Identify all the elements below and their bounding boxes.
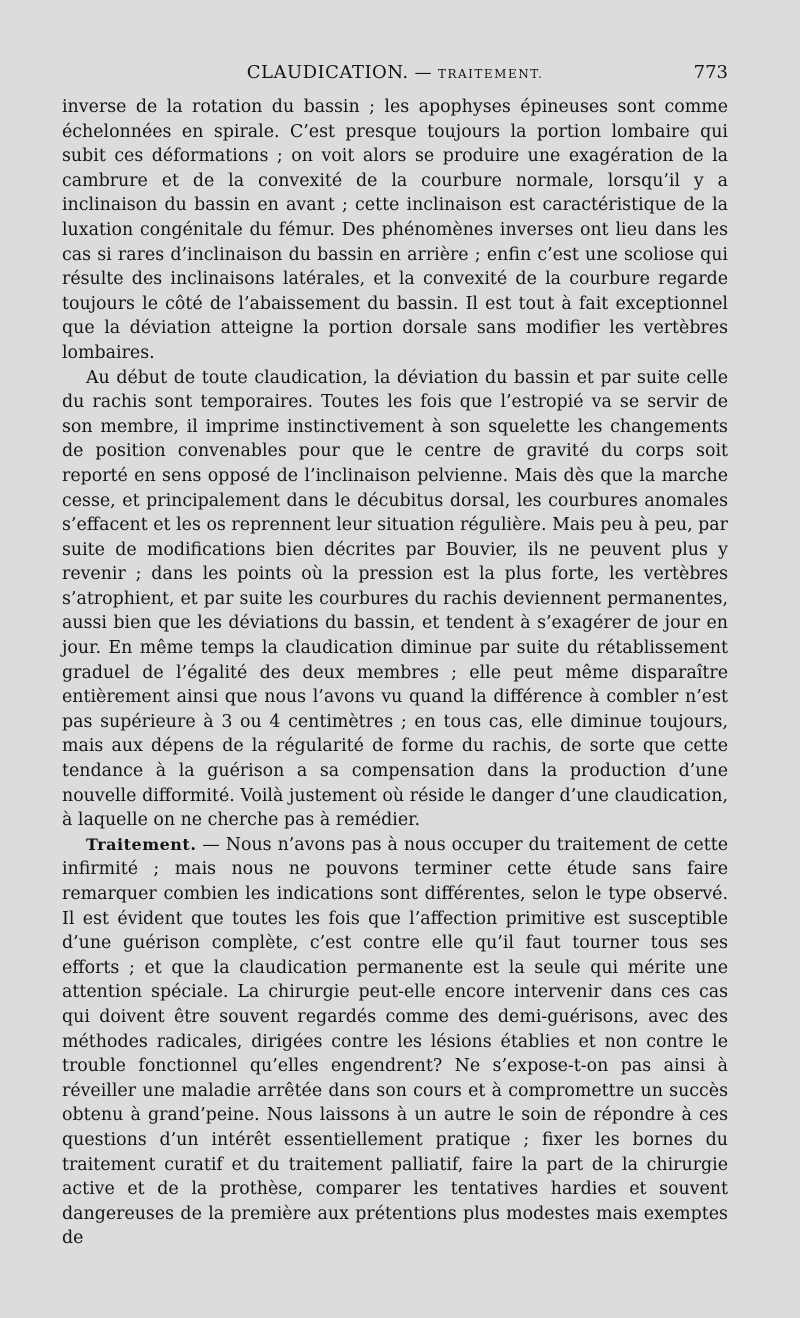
page-number: 773 — [693, 62, 728, 83]
body-text — [62, 95, 728, 1251]
running-head-separator: — — [414, 63, 433, 83]
paragraph — [62, 833, 728, 1251]
section-title-dash: — — [196, 834, 226, 855]
running-title: CLAUDICATION. — [246, 62, 409, 83]
paragraph: inverse de la rotation du bassin ; les apophyses épineuses sont comme échelonnées en spirale. C’est presque toujours la portion lombaire qui subit ces déformations ; on voit alors se produire une exagération de la cambrure et de la convexité de la courbure normale, lorsqu’il y a inclinaison du bassin en avant ; cette inclinaison est caractéristique de la luxation congénitale du fémur. Des phénomènes inverses ont lieu dans les cas si rares d’inclinaison du bassin en arrière ; enfin c’est une scoliose qui résulte des inclinaisons latérales, et la convexité de la courbure regarde toujours le côté de l’abaissement du bassin. Il est tout à fait exceptionnel que la déviation atteigne la portion dorsale sans modifier les vertèbres lombaires. — [62, 97, 728, 363]
section-title: Traitement. — [86, 834, 197, 854]
paragraph-text: Nous n’avons pas à nous occuper du traitement de cette infirmité ; mais nous ne pouvons terminer cette étude sans faire remarquer combien les indications sont différentes, selon le type observé. Il est évident que toutes les fois que l’affection primitive est susceptible d’une guérison complète, c’est contre elle qu’il faut tourner tous ses efforts ; et que la claudication permanente est la seule qui mérite une attention spéciale. La chirurgie peut-elle encore intervenir dans ces cas qui doivent être souvent regardés comme des demi-guérisons, avec des méthodes radicales, dirigées contre les lésions établies et non contre le trouble fonctionnel qu’elles engendrent? Ne s’expose-t-on pas ainsi à réveiller une maladie arrêtée dans son cours et à compromettre un succès obtenu à grand’peine. Nous laissons à un autre le soin de répondre à ces questions d’un intérêt essentiellement pratique ; fixer les bornes du traitement curatif et du traitement palliatif, faire la part de la chirurgie active et de la prothèse, comparer les tentatives hardies et souvent dangereuses de la première aux prétentions plus modestes mais exemptes de — [62, 834, 728, 1249]
running-head — [62, 60, 728, 87]
page-header — [62, 60, 728, 86]
paragraph: Au début de toute claudication, la déviation du bassin et par suite celle du rachis sont temporaires. Toutes les fois que l’estropié va se servir de son membre, il imprime instinctivement à son squelette les changements de position convenables pour que le centre de gravité du corps soit reporté en sens opposé de l’inclinaison pelvienne. Mais dès que la marche cesse, et principalement dans le décubitus dorsal, les courbures anomales s’effacent et les os reprennent leur situation régulière. Mais peu à peu, par suite de modifications bien décrites par Bouvier, ils ne peuvent plus y revenir ; dans les points où la pression est la plus forte, les vertèbres s’atrophient, et par suite les courbures du rachis deviennent permanentes, aussi bien que les déviations du bassin, et tendent à s’exagérer de jour en jour. En même temps la claudication diminue par suite du rétablissement graduel de l’égalité des deux membres ; elle peut même disparaître entièrement ainsi que nous l’avons vu quand la différence à combler n’est pas supérieure à 3 ou 4 centimètres ; en tous cas, elle diminue toujours, mais aux dépens de la régularité de forme du rachis, de sorte que cette tendance à la guérison a sa compensation dans la production d’une nouvelle difformité. Voilà justement où réside le danger d’une claudication, à laquelle on ne cherche pas à remédier. — [62, 367, 728, 831]
running-subtitle: TRAITEMENT. — [437, 67, 544, 81]
